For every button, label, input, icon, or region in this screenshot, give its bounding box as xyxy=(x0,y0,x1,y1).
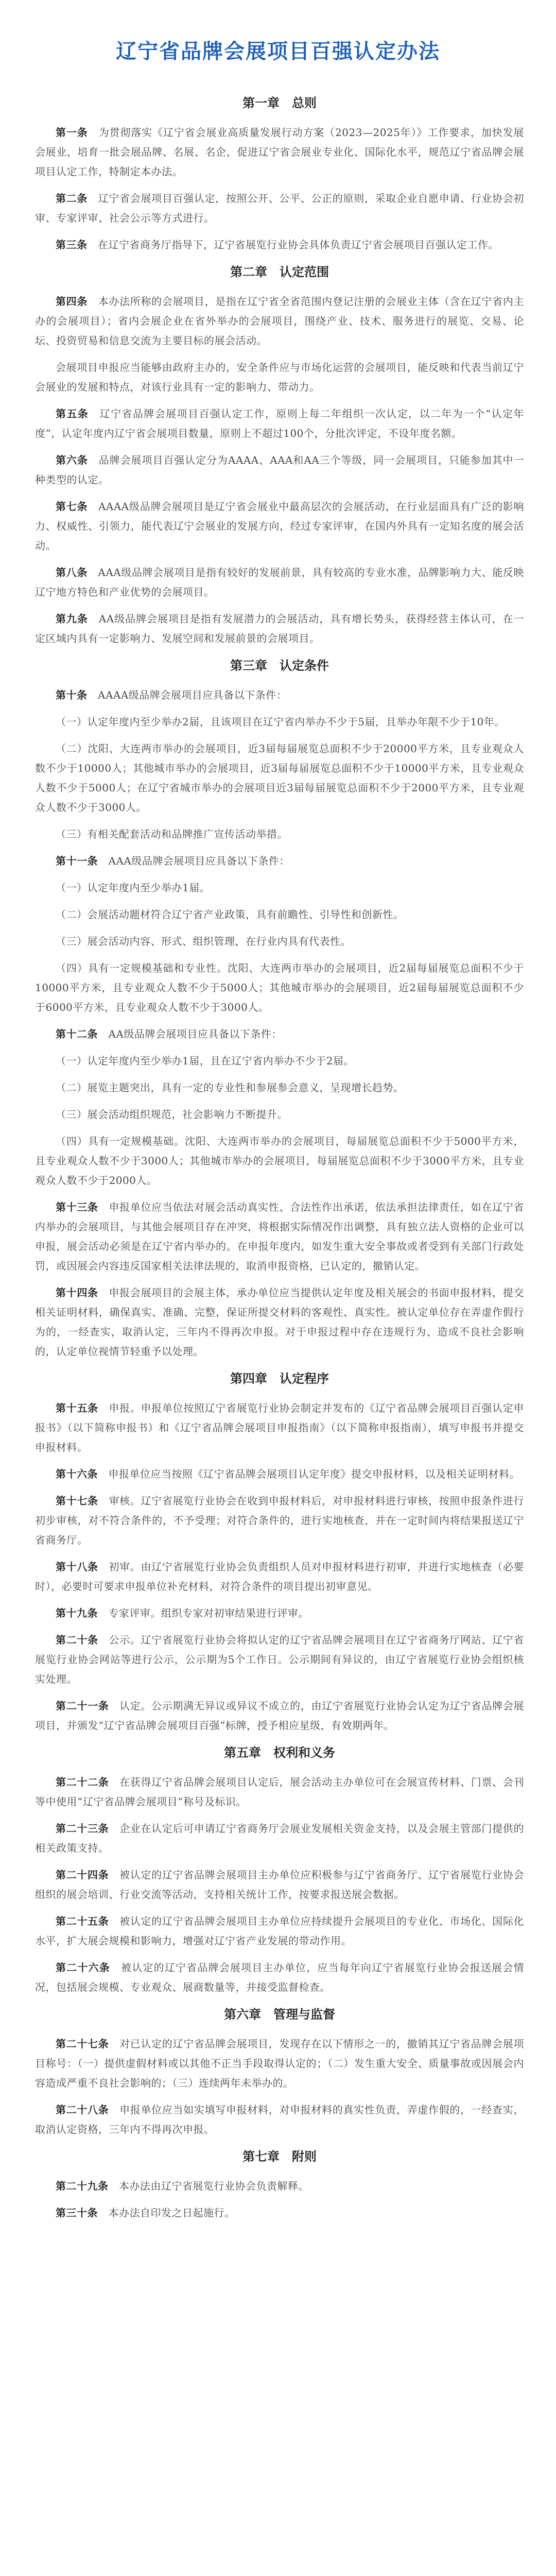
article-text: 本办法所称的会展项目，是指在辽宁省全省范围内登记注册的会展业主体（含在辽宁省内主办的会展项目）；省内会展企业在省外举办的会展项目，围绕产业、技术、服务进行的展览、交易、论坛、投资贸易和信息交流为主要目标的展会活动。 xyxy=(35,295,525,347)
article-paragraph xyxy=(35,712,524,732)
chapter-heading: 第七章 附则 xyxy=(242,2149,317,2164)
article-paragraph xyxy=(35,1105,524,1124)
article-text: （三）有相关配套活动和品牌推广宣传活动举措。 xyxy=(56,828,288,840)
article-label: 第十八条 xyxy=(56,1561,98,1573)
article-text: AA级品牌会展项目是指有发展潜力的会展活动，具有增长势头，获得经营主体认可，在一定区域内具有一定影响力、发展空间和发展前景的会展项目。 xyxy=(35,613,525,645)
article-label: 第二十二条 xyxy=(56,1776,109,1788)
article-paragraph xyxy=(35,1865,524,1904)
article-text: 申报单位应当依法对展会活动真实性、合法性作出承诺，依法承担法律责任，如在辽宁省内举办的会展项目，与其他会展项目存在冲突，将根据实际情况作出调整，具有独立法人资格的企业可以申报，展会活动必须是在辽宁省内举办的。在申报年度内，如发生重大安全事故或者受到有关部门行政处罚，或因展会内容违反国家相关法律法规的，取消申报资格，已认定的，撤销认定。 xyxy=(35,1201,525,1272)
article-paragraph xyxy=(35,1024,524,1044)
article-paragraph xyxy=(35,824,524,844)
chapter-heading: 第二章 认定范围 xyxy=(230,265,329,279)
article-paragraph xyxy=(35,1603,524,1623)
article-paragraph xyxy=(35,851,524,871)
article-label: 第二条 xyxy=(56,192,88,205)
article-paragraph xyxy=(35,563,524,602)
article-text: 在获得辽宁省品牌会展项目认定后，展会活动主办单位可在会展宣传材料、门票、会刊等中使用“辽宁省品牌会展项目”称号及标识。 xyxy=(35,1776,525,1808)
article-text: 在辽宁省商务厅指导下，辽宁省展览行业协会具体负责辽宁省会展项目百强认定工作。 xyxy=(98,239,499,251)
article-label: 第三十条 xyxy=(56,2207,98,2219)
article-paragraph xyxy=(35,685,524,705)
article-text: 品牌会展项目百强认定分为AAAA、AAA和AA三个等级，同一会展项目，只能参加其中一种类型的认定。 xyxy=(35,454,524,486)
article-label: 第九条 xyxy=(56,613,88,625)
article-text: 辽宁省品牌会展项目百强认定工作，原则上每二年组织一次认定，以二年为一个“认定年度”，认定年度内辽宁省会展项目数量，原则上不超过100个，分批次评定，不设年度名额。 xyxy=(35,408,525,439)
article-label: 第二十一条 xyxy=(56,1700,109,1712)
article-paragraph xyxy=(35,609,524,648)
document-body xyxy=(35,88,524,2230)
article-text: 对已认定的辽宁省品牌会展项目，发现存在以下情形之一的，撤销其辽宁省品牌会展项目称号：（一）提供虚假材料或以其他不正当手段取得认定的；（二）发生重大安全、质量事故或因展会内容造成严重不良社会影响的；（三）连续两年未举办的。 xyxy=(35,2038,525,2089)
article-text: AAAA级品牌会展项目应具备以下条件： xyxy=(98,689,287,701)
article-paragraph xyxy=(35,292,524,350)
article-paragraph xyxy=(35,905,524,924)
article-paragraph xyxy=(35,1630,524,1689)
article-label: 第十五条 xyxy=(56,1402,98,1414)
article-text: （四）具有一定规模基础和专业性。沈阳、大连两市举办的会展项目，近2届每届展览总面积不少于10000平方米，且专业观众人数不少于5000人；其他城市举办的会展项目，近2届每届展览总面积不少于6000平方米，且专业观众人数不少于3000人。 xyxy=(35,962,524,1013)
article-text: 企业在认定后可申请辽宁省商务厅会展业发展相关资金支持，以及会展主管部门提供的相关政策支持。 xyxy=(35,1822,525,1854)
chapter-heading: 第五章 权利和义务 xyxy=(224,1745,335,1760)
article-paragraph xyxy=(35,358,524,397)
article-text: 会展项目申报应当能够由政府主办的，安全条件应与市场化运营的会展项目，能反映和代表当前辽宁会展业的发展和特点，对该行业具有一定的影响力、带动力。 xyxy=(35,361,524,393)
article-text: 认定。公示期满无异议或异议不成立的，由辽宁省展览行业协会认定为辽宁省品牌会展项目，并颁发“辽宁省品牌会展项目百强”标牌，授予相应星级，有效期两年。 xyxy=(35,1700,525,1732)
article-paragraph xyxy=(35,1464,524,1484)
article-label: 第二十三条 xyxy=(56,1822,109,1835)
article-label: 第二十八条 xyxy=(56,2104,109,2116)
article-label: 第十四条 xyxy=(56,1286,98,1299)
article-paragraph xyxy=(35,1491,524,1550)
article-label: 第二十九条 xyxy=(56,2180,109,2192)
article-paragraph xyxy=(35,123,524,181)
article-paragraph xyxy=(35,878,524,897)
article-text: （三）展会活动组织规范，社会影响力不断提升。 xyxy=(56,1108,288,1121)
article-paragraph xyxy=(35,2176,524,2196)
article-paragraph xyxy=(35,1958,524,1997)
article-text: 申报单位应当如实填写申报材料，对申报材料的真实性负责，弄虚作假的，一经查实，取消认定资格，三年内不得再次申报。 xyxy=(35,2104,525,2136)
article-text: 本办法由辽宁省展览行业协会负责解释。 xyxy=(119,2180,309,2192)
chapter-heading: 第一章 总则 xyxy=(242,96,317,110)
article-paragraph xyxy=(35,1772,524,1811)
article-text: 辽宁省会展项目百强认定，按照公开、公平、公正的原则，采取企业自愿申请、行业协会初审、专家评审、社会公示等方式进行。 xyxy=(35,192,525,224)
article-label: 第三条 xyxy=(56,239,88,251)
article-text: AA级品牌会展项目应具备以下条件： xyxy=(108,1028,282,1040)
chapter-heading: 第四章 认定程序 xyxy=(230,1371,329,1386)
article-text: （四）具有一定规模基础。沈阳、大连两市举办的会展项目，每届展览总面积不少于5000平方米，且专业观众人数不少于3000人；其他城市举办的会展项目，每届展览总面积不少于3000平方米，且专业观众人数不少于2000人。 xyxy=(35,1135,524,1187)
article-paragraph xyxy=(35,2034,524,2093)
article-text: 被认定的辽宁省品牌会展项目主办单位应积极参与辽宁省商务厅、辽宁省展览行业协会组织的展会培训、行业交流等活动，支持相关统计工作，按要求报送展会数据。 xyxy=(35,1869,525,1901)
article-text: （三）展会活动内容、形式、组织管理，在行业内具有代表性。 xyxy=(56,935,351,947)
article-label: 第十条 xyxy=(56,689,88,701)
chapter-heading: 第三章 认定条件 xyxy=(230,658,329,673)
article-label: 第五条 xyxy=(56,408,89,420)
article-paragraph xyxy=(35,1398,524,1457)
article-text: 被认定的辽宁省品牌会展项目主办单位应持续提升会展项目的专业化、市场化、国际化水平，扩大展会规模和影响力，增强对辽宁省产业发展的带动作用。 xyxy=(35,1915,525,1947)
article-text: （一）认定年度内至少举办1届。 xyxy=(56,882,211,894)
article-label: 第十一条 xyxy=(56,855,98,867)
article-text: AAA级品牌会展项目是指有较好的发展前景，具有较高的专业水准，品牌影响力大、能反映辽宁地方特色和产业优势的会展项目。 xyxy=(35,566,524,598)
article-text: （一）认定年度内至少举办2届，且该项目在辽宁省内举办不少于5届，且举办年限不少于10年。 xyxy=(56,716,505,728)
article-label: 第八条 xyxy=(56,566,88,579)
article-label: 第十七条 xyxy=(56,1495,98,1507)
article-paragraph xyxy=(35,931,524,951)
article-paragraph xyxy=(35,189,524,228)
article-label: 第十九条 xyxy=(56,1607,98,1619)
article-paragraph xyxy=(35,1197,524,1276)
page-title: 辽宁省品牌会展项目百强认定办法 xyxy=(116,40,440,63)
article-text: AAAA级品牌会展项目是辽宁省会展业中最高层次的会展活动，在行业层面具有广泛的影响力、权威性、引领力，能代表辽宁会展业的发展方向，经过专家评审，在国内外具有一定知名度的展会活动。 xyxy=(35,500,525,552)
article-paragraph xyxy=(35,2203,524,2223)
article-paragraph xyxy=(35,2100,524,2139)
article-paragraph xyxy=(35,1078,524,1097)
article-text: 初审。由辽宁省展览行业协会负责组织人员对申报材料进行初审，并进行实地核查（必要时），必要时可要求申报单位补充材料，对符合条件的项目提出初审意见。 xyxy=(35,1561,525,1592)
article-label: 第二十七条 xyxy=(56,2038,109,2050)
chapter-heading: 第六章 管理与监督 xyxy=(224,2007,335,2022)
article-text: 专家评审。组织专家对初审结果进行评审。 xyxy=(108,1607,309,1619)
article-paragraph xyxy=(35,1131,524,1190)
article-text: （二）展览主题突出，具有一定的专业性和参展参会意义，呈现增长趋势。 xyxy=(56,1081,404,1094)
article-text: 审核。辽宁省展览行业协会在收到申报材料后，对申报材料进行审核，按照申报条件进行初步审核，对不符合条件的，不予受理；对符合条件的，进行实地核查，并在一定时间内将结果报送辽宁省商务厅。 xyxy=(35,1495,525,1546)
article-paragraph xyxy=(35,1819,524,1858)
article-paragraph xyxy=(35,1051,524,1071)
article-text: （二）沈阳、大连两市举办的会展项目，近3届每届展览总面积不少于20000平方米，且专业观众人数不少于10000人；其他城市举办的会展项目，近3届每届展览总面积不少于10000平方米，且专业观众人数不少于5000人；在辽宁省城市举办的会展项目近3届每届展览总面积不少于2000平方米，且专业观众人数不少于3000人。 xyxy=(35,742,524,814)
article-paragraph xyxy=(35,739,524,817)
article-text: 本办法自印发之日起施行。 xyxy=(108,2207,235,2219)
article-text: 申报单位应当按照《辽宁省品牌会展项目认定年度》提交申报材料，以及相关证明材料。 xyxy=(108,1468,520,1480)
article-paragraph xyxy=(35,1283,524,1361)
article-label: 第六条 xyxy=(56,454,88,466)
article-text: （二）会展活动题材符合辽宁省产业政策，具有前瞻性、引导性和创新性。 xyxy=(56,908,404,921)
article-paragraph xyxy=(35,1911,524,1951)
article-paragraph xyxy=(35,1557,524,1596)
article-label: 第二十六条 xyxy=(56,1961,110,1974)
article-text: 为贯彻落实《辽宁省会展业高质量发展行动方案（2023—2025年）》工作要求，加快发展会展业，培育一批会展品牌、名展、名企，促进辽宁省会展业专业化、国际化水平，规范辽宁省品牌会展项目认定工作，特制定本办法。 xyxy=(35,126,525,178)
article-text: 被认定的辽宁省品牌会展项目主办单位，应当每年向辽宁省展览行业协会报送展会情况，包括展会规模、专业观众、展商数量等，并接受监督检查。 xyxy=(35,1961,525,1993)
article-label: 第四条 xyxy=(56,295,88,308)
article-label: 第二十条 xyxy=(56,1634,98,1646)
article-label: 第十六条 xyxy=(56,1468,98,1480)
article-label: 第七条 xyxy=(56,500,88,513)
article-label: 第一条 xyxy=(56,126,88,139)
article-text: 公示。辽宁省展览行业协会将拟认定的辽宁省品牌会展项目在辽宁省商务厅网站、辽宁省展览行业协会网站等进行公示，公示期为5个工作日。公示期间有异议的，由辽宁省展览行业协会组织核实处理。 xyxy=(35,1634,525,1685)
article-paragraph xyxy=(35,1696,524,1735)
article-label: 第十二条 xyxy=(56,1028,98,1040)
article-paragraph xyxy=(35,450,524,489)
article-text: AAA级品牌会展项目应具备以下条件： xyxy=(108,855,290,867)
article-label: 第二十五条 xyxy=(56,1915,109,1927)
article-paragraph xyxy=(35,235,524,255)
article-text: （一）认定年度内至少举办1届，且在辽宁省内举办不少于2届。 xyxy=(56,1055,354,1067)
article-label: 第十三条 xyxy=(56,1201,98,1213)
article-text: 申报。申报单位按照辽宁省展览行业协会制定并发布的《辽宁省品牌会展项目百强认定申报书》（以下简称申报书）和《辽宁省品牌会展项目申报指南》（以下简称申报指南），填写申报书并提交申报材料。 xyxy=(35,1402,525,1453)
article-paragraph xyxy=(35,404,524,443)
article-paragraph xyxy=(35,958,524,1017)
article-text: 申报会展项目的会展主体，承办单位应当提供认定年度及相关展会的书面申报材料，提交相关证明材料，确保真实、准确、完整，保证所提交材料的客观性、真实性。被认定单位存在弄虚作假行为的，一经查实，取消认定，三年内不得再次申报。对于申报过程中存在违规行为、造成不良社会影响的，认定单位视情节轻重予以处理。 xyxy=(35,1286,525,1358)
article-label: 第二十四条 xyxy=(56,1869,109,1881)
article-paragraph xyxy=(35,497,524,555)
